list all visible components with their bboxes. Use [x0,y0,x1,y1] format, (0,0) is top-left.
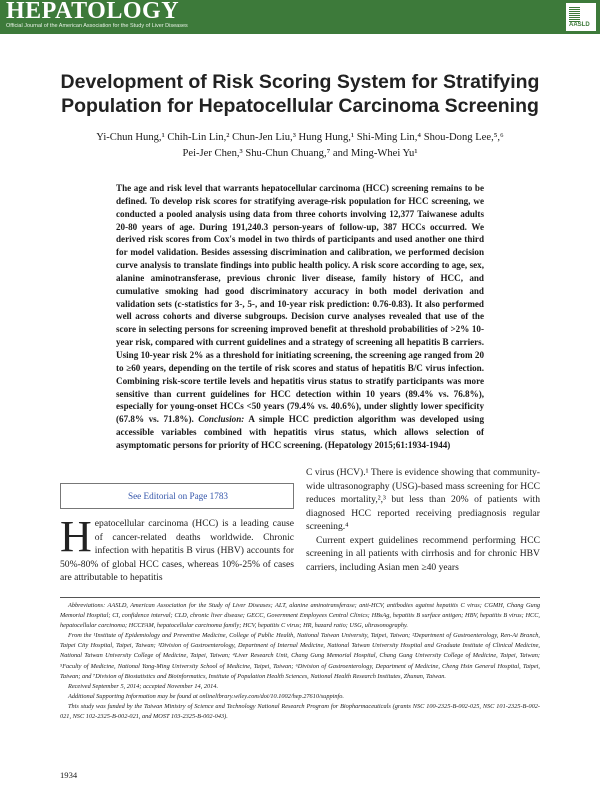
footnote-divider [60,597,540,598]
supporting-info[interactable]: Additional Supporting Information may be found at onlinelibrary.wiley.com/doi/10.1002/hep.27610/suppinfo. [68,692,345,700]
editorial-link[interactable]: See Editorial on Page 1783 [127,491,229,501]
authors-line-1: Yi-Chun Hung,¹ Chih-Lin Lin,² Chun-Jen Liu,³ Hung Hung,¹ Shi-Ming Lin,⁴ Shou-Dong Lee,⁵,⁶ [96,132,504,143]
abstract [116,182,484,452]
footnotes [60,601,540,722]
conclusion-text: A simple HCC prediction algorithm was developed using accessible variables combined with hepatitis virus status, which allows selection of asymptomatic persons for priority of HCC screening. (Hepatology 2015;61:1934-1944) [116,414,484,450]
intro-paragraph: epatocellular carcinoma (HCC) is a leading cause of cancer-related deaths worldwide. Chronic infection with hepatitis B virus (HBV) accounts for 50%-80% of global HCC cases, whereas 10%-25% of cases are attributable to hepatitis [60,518,294,583]
body-column-right [306,466,540,574]
affiliations: From the ¹Institute of Epidemiology and Preventive Medicine, College of Public Health, National Taiwan University, Taipei, Taiwan; ²Department of Gastroenterology, Ren-Ai Branch, Taipei City Hospital, Taipei, Taiwan; ³Division of Gastroenterology, Department of Internal Medicine, National Taiwan University Hospital and Graduate Institute of Clinical Medicine, National Taiwan University College of Medicine, Taipei, Taiwan; ⁴Liver Research Unit, Chang Gung Memorial Hospital, Chang Gung University College of Medicine, Taipei, Taiwan; ⁵Faculty of Medicine, National Yang-Ming University School of Medicine, Taipei, Taiwan; ⁶Division of Gastroenterology, Department of Medicine, Cheng Hsin General Hospital, Taipei, Taiwan; and ⁷Division of Biostatistics and Bioinformatics, Institute of Population Health Sciences, National Health Research Institutes, Zhunan, Taiwan. [60,632,540,680]
funding-statement: This study was funded by the Taiwan Ministry of Science and Technology National Research Program for Biopharmaceuticals (grants NSC 100-2325-B-002-025, NSC 101-2325-B-002-021, NSC 102-2325-B-002-021, and MOST 103-2325-B-002-043). [60,702,540,721]
journal-banner [0,0,600,34]
right-paragraph-2: Current expert guidelines recommend performing HCC screening in all patients with cirrhosis and for chronic HBV carriers, including Asian men ≥40 years [306,534,540,573]
author-list [70,130,530,162]
logo-text: AASLD [569,22,590,28]
conclusion-label: Conclusion: [198,414,245,425]
journal-name: HEPATOLOGY [6,0,180,24]
authors-line-2: Pei-Jer Chen,³ Shu-Chun Chuang,⁷ and Ming-Whei Yu¹ [182,148,418,159]
body-column-left [60,512,294,585]
right-paragraph-1: C virus (HCV).¹ There is evidence showing that community-wide ultrasonography (USG)-based mass screening for HCC reduces mortality,²,³ but less than 20% of patients with diagnosed HCC reported receiving prediagnosis regular screening.⁴ [306,467,540,532]
page-number: 1934 [60,770,78,780]
drop-cap: H [60,512,92,561]
logo-stripes-icon [569,6,580,22]
received-dates: Received September 5, 2014; accepted November 14, 2014. [68,682,219,690]
editorial-box [60,483,294,509]
article-title: Development of Risk Scoring System for Stratifying Population for Hepatocellular Carcinoma Screening [60,71,540,117]
journal-subtitle: Official Journal of the American Association for the Study of Liver Diseases [6,23,188,29]
abstract-text: The age and risk level that warrants hepatocellular carcinoma (HCC) screening remains to be defined. To develop risk scores for stratifying average-risk population for HCC screening, we conducted a pooled analysis using data from three cohorts involving 12,377 Taiwanese adults 20-80 years of age. During 191,240.3 person-years of follow-up, 387 HCCs occurred. We derived risk scores from Cox's model in two thirds of participants and used another one third for model validation. Besides assessing discrimination and calibration, we performed decision curve analysis to translate findings into public health policy. A risk score according to age, sex, alanine aminotransferase, previous chronic liver disease, family history of HCC, and cumulative smoking had good discriminatory accuracy in both model derivation and validation sets (c-statistics for 3-, 5-, and 10-year risk prediction: 0.76-0.83). It also performed well across cohorts and diverse subgroups. Decision curve analyses revealed that use of the score in selecting persons for screening improved benefit at threshold probabilities of >2% 10-year risk, compared with current guidelines and a strategy of screening all hepatitis B carriers. Using 10-year risk 2% as a threshold for initiating screening, the screening age ranged from 20 to ≥60 years, depending on the tertile of risk scores and status of hepatitis B/C virus infection. Combining risk-score tertile levels and hepatitis virus status to stratify participants was more sensitive than current guidelines for HCC detection within 10 years (89.4% vs. 76.8%), especially for young-onset HCCs <50 years (79.4% vs. 40.6%), under slightly lower specificity (67.8% vs. 71.8%). [116,183,484,425]
aasld-logo [566,3,596,31]
abbreviations: Abbreviations: AASLD, American Association for the Study of Liver Diseases; ALT, alanine aminotransferase; anti-HCV, antibodies against hepatitis C virus; CGMH, Chang Gung Memorial Hospital; CI, confidence interval; CLD, chronic liver disease; GECC, Government Employees Central Clinics; HBsAg, hepatitis B surface antigen; HBV, hepatitis B virus; HCC, hepatocellular carcinoma; HCCFAM, hepatocellular carcinoma family; HCV, hepatitis C virus; HR, hazard ratio; USG, ultrasonography. [60,602,540,630]
